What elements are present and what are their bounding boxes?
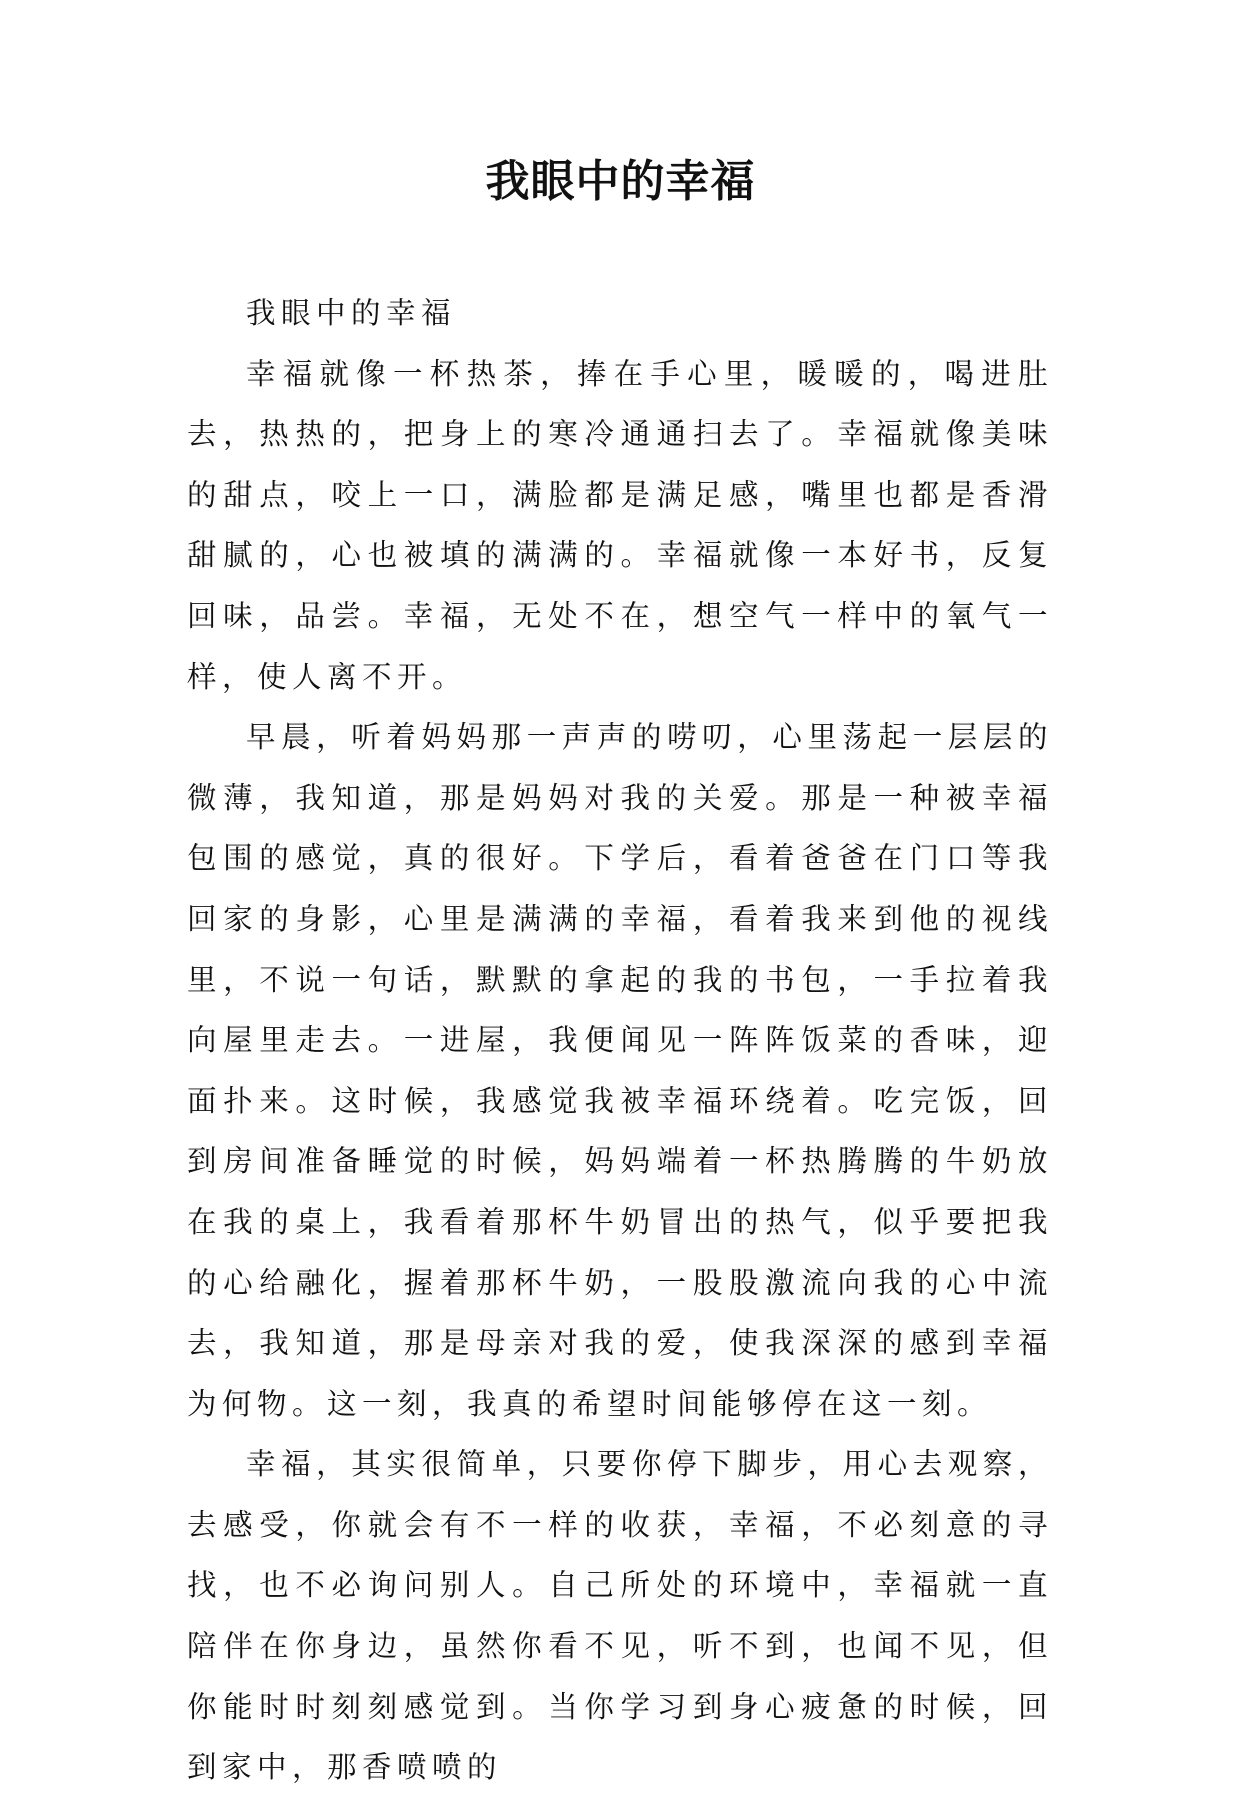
paragraph: 早晨，听着妈妈那一声声的唠叨，心里荡起一层层的微薄，我知道，那是妈妈对我的关爱。那是一种被幸福包围的感觉，真的很好。下学后，看着爸爸在门口等我回家的身影，心里是满满的幸福，看着我来到他的视线里，不说一句话，默默的拿起的我的书包，一手拉着我向屋里走去。一进屋，我便闻见一阵阵饭菜的香味，迎面扑来。这时候，我感觉我被幸福环绕着。吃完饭，回到房间准备睡觉的时候，妈妈端着一杯热腾腾的牛奶放在我的桌上，我看着那杯牛奶冒出的热气，似乎要把我的心给融化，握着那杯牛奶，一股股激流向我的心中流去，我知道，那是母亲对我的爱，使我深深的感到幸福为何物。这一刻，我真的希望时间能够停在这一刻。: [187, 720, 1053, 1421]
document-title: 我眼中的幸福: [485, 156, 756, 207]
paragraph: 幸福，其实很简单，只要你停下脚步，用心去观察，去感受，你就会有不一样的收获，幸福，不必刻意的寻找，也不必询问别人。自己所处的环境中，幸福就一直陪伴在你身边，虽然你看不见，听不到，也闻不见，但你能时时刻刻感觉到。当你学习到身心疲惫的时候，回到家中，那香喷喷的: [187, 1447, 1053, 1785]
paragraph: 幸福就像一杯热茶，捧在手心里，暖暖的，喝进肚去，热热的，把身上的寒冷通通扫去了。幸福就像美味的甜点，咬上一口，满脸都是满足感，嘴里也都是香滑甜腻的，心也被填的满满的。幸福就像一本好书，反复回味，品尝。幸福，无处不在，想空气一样中的氧气一样，使人离不开。: [187, 356, 1053, 694]
paragraph-subtitle: 我眼中的幸福: [246, 296, 457, 330]
document-body: [187, 283, 1053, 1798]
